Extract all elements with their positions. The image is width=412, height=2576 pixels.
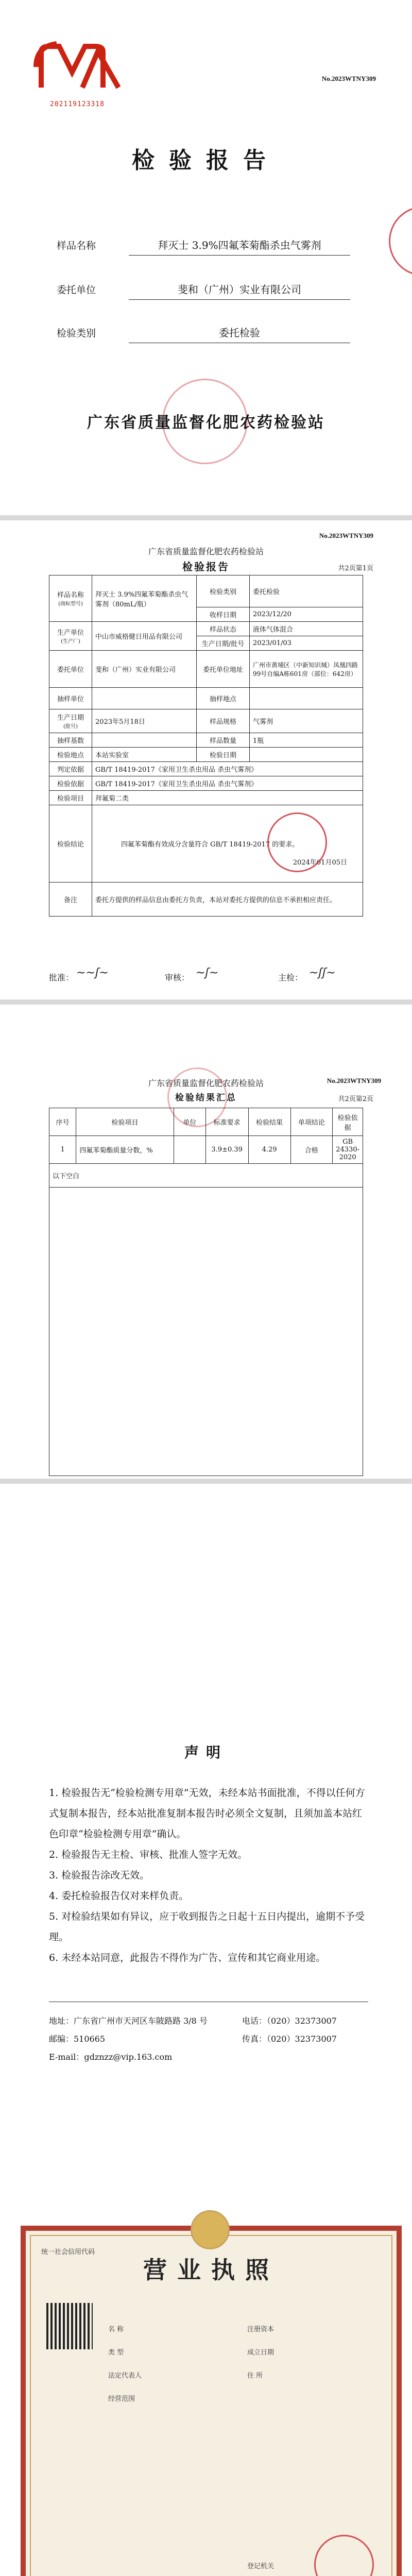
table-row [49, 622, 363, 636]
cma-logo-icon [31, 36, 124, 98]
page-count: 共2页第1页 [338, 565, 373, 572]
phone: 电话：（020）32373007 [242, 2016, 337, 2026]
table-row [49, 1164, 363, 1188]
table-row [49, 1136, 363, 1164]
results-table [49, 1108, 363, 1476]
cma-id: 202119123318 [50, 100, 105, 108]
table-label: 委托单位地址 [197, 651, 250, 688]
table-label: 样品规格 [197, 709, 250, 733]
declaration-page [0, 1484, 412, 2205]
table-value [92, 688, 197, 709]
report-page [0, 520, 412, 999]
license-field: 成立日期 [247, 2349, 274, 2357]
table-row [49, 651, 363, 688]
results-page [0, 1005, 412, 1479]
table-label: 检验项目 [49, 791, 92, 805]
table-cell: 3.9±0.39 [205, 1136, 248, 1164]
email: E-mail：gdznzz@vip.163.com [49, 2052, 173, 2062]
table-value [250, 688, 363, 709]
declaration-item: 3. 检验报告涂改无效。 [49, 1870, 150, 1881]
table-value: 2023年5月18日 [92, 709, 197, 733]
report-title: 检验结果汇总 [175, 1093, 237, 1103]
table-row [49, 733, 363, 748]
table-cell: 1 [49, 1136, 76, 1164]
table-row [49, 1188, 363, 1476]
table-value: 委托方提供的样品信息由委托方负责，本站对委托方提供的信息不承担相应责任。 [92, 883, 363, 917]
table-value: 广州市黄埔区（中新知识城）凤凰四路99号自编A栋601房（部位：642房） [250, 651, 363, 688]
license-field: 名 称 [108, 2326, 124, 2333]
column-header: 检验项目 [76, 1108, 174, 1136]
table-value: 斐和（广州）实业有限公司 [92, 651, 197, 688]
column-header: 序号 [49, 1108, 76, 1136]
test-label: 主检： [278, 973, 303, 982]
report-title: 检验报告 [182, 561, 230, 573]
license-field: 经营范围 [108, 2395, 135, 2403]
page-count: 共2页第2页 [338, 1095, 373, 1103]
table-value: 气雾剂 [250, 709, 363, 733]
table-value: 拜氟菊二类 [92, 791, 363, 805]
field-value: 拜灭士 3.9%四氟苯菊酯杀虫气雾剂 [129, 237, 350, 256]
declaration-item: 5. 对检验结果如有异议，应于收到报告之日起十五日内提出，逾期不予受理。 [49, 1911, 365, 1943]
license-field: 注册资本 [247, 2326, 274, 2333]
declaration-title: 声明 [184, 1744, 228, 1761]
table-cell [49, 1188, 363, 1476]
report-table [49, 575, 363, 917]
page-separator [0, 999, 412, 1005]
table-cell: GB 24330-2020 [333, 1136, 363, 1164]
page-separator [0, 515, 412, 520]
table-value: 拜灭士 3.9%四氟苯菊酯杀虫气雾剂（80mL/瓶） [92, 575, 197, 622]
qr-code-icon [46, 2303, 93, 2349]
column-header: 检验依据 [333, 1108, 363, 1136]
declaration-item: 1. 检验报告无“检验检测专用章”无效，未经本站书面批准，不得以任何方式复制本报告，经本站批准复制本报告时必须全文复制，且须加盖本站红色印章“检验检测专用章”确认。 [49, 1787, 365, 1840]
table-cell: 以下空白 [49, 1164, 363, 1188]
table-value: 中山市威格健日用品有限公司 [92, 622, 197, 651]
table-label: 样品名称 (商标型号) [49, 575, 92, 622]
column-header: 检验结果 [248, 1108, 290, 1136]
table-value [92, 805, 363, 883]
declaration-item: 2. 检验报告无主检、审核、批准人签字无效。 [49, 1849, 248, 1860]
table-row [49, 688, 363, 709]
table-label: 抽样单位 [49, 688, 92, 709]
address: 地址：广东省广州市天河区车陂路路 3/8 号 [49, 2016, 208, 2026]
table-label: 样品数量 [197, 733, 250, 748]
field-label: 检验类别 [57, 328, 96, 339]
signature-icon: ~~ʃ~ [76, 967, 109, 979]
issuing-organization: 广东省质量监督化肥农药检验站 [87, 414, 325, 432]
field-value: 委托检验 [129, 325, 350, 343]
approve-label: 批准： [49, 973, 74, 982]
table-value [250, 748, 363, 762]
declaration-item: 4. 委托检验报告仅对来样负责。 [49, 1890, 189, 1902]
table-label: 收样日期 [197, 607, 250, 622]
signature-icon: ~ʃ~ [196, 967, 219, 979]
license-field: 住 所 [247, 2372, 263, 2380]
national-emblem-icon [191, 2210, 230, 2249]
table-row [49, 762, 363, 776]
report-number: No.2023WTNY309 [319, 532, 373, 539]
table-label: 备注 [49, 883, 92, 917]
table-value: 1瓶 [250, 733, 363, 748]
table-row [49, 709, 363, 733]
signature-icon: ~ʃʃ~ [309, 967, 336, 979]
table-value [92, 733, 197, 748]
table-cell: 4.29 [248, 1136, 290, 1164]
table-value: 液体气体混合 [250, 622, 363, 636]
table-row [49, 748, 363, 762]
table-label: 生产单位 (生产厂) [49, 622, 92, 651]
column-header: 标准要求 [205, 1108, 248, 1136]
table-label: 样品状态 [197, 622, 250, 636]
org-header: 广东省质量监督化肥农药检验站 [148, 1078, 264, 1088]
column-header: 单位 [174, 1108, 205, 1136]
page-separator [0, 1479, 412, 1484]
license-title: 营业执照 [143, 2256, 279, 2284]
table-label: 抽样基数 [49, 733, 92, 748]
field-value: 斐和（广州）实业有限公司 [129, 281, 350, 300]
page-title: 检验报告 [132, 147, 280, 174]
table-row [49, 883, 363, 917]
table-cell: 四氟苯菊酯质量分数，% [76, 1136, 174, 1164]
red-seal-icon [267, 812, 327, 872]
table-row [49, 575, 363, 607]
table-header-row [49, 1108, 363, 1136]
declaration-item: 6. 未经本站同意，此报告不得作为广告、宣传和其它商业用途。 [49, 1952, 326, 1963]
license-field: 法定代表人 [108, 2372, 142, 2380]
table-label: 检验依据 [49, 776, 92, 791]
cover-page [0, 0, 412, 515]
table-value: 2023/12/20 [250, 607, 363, 622]
table-label: 抽样地点 [197, 688, 250, 709]
table-cell: 合格 [290, 1136, 333, 1164]
fax: 传真：（020）32373007 [242, 2034, 337, 2044]
table-label: 判定依据 [49, 762, 92, 776]
table-label: 检验地点 [49, 748, 92, 762]
table-label: 生产日期 (批号) [49, 709, 92, 733]
field-label: 委托单位 [57, 284, 96, 296]
table-cell [174, 1136, 205, 1164]
review-label: 审核： [165, 973, 190, 982]
table-row [49, 791, 363, 805]
table-label: 检验类别 [197, 575, 250, 607]
column-header: 单项结论 [290, 1108, 333, 1136]
registration-authority: 登记机关 [247, 2563, 274, 2570]
conclusion-text: 四氟苯菊酯有效成分含量符合 GB/T 18419-2017 的要求。 [121, 841, 299, 849]
table-row [49, 805, 363, 883]
table-label: 生产日期/批号 [197, 636, 250, 651]
field-label: 样品名称 [57, 240, 96, 251]
conclusion-date: 2024年01月05日 [293, 859, 347, 867]
credit-code-label: 统一社会信用代码 [41, 2248, 95, 2256]
red-seal-icon [389, 206, 412, 276]
report-number: No.2023WTNY309 [327, 1077, 381, 1084]
table-value: 2023/01/03 [250, 636, 363, 651]
report-number: No.2023WTNY309 [321, 75, 376, 82]
postcode: 邮编：510665 [49, 2034, 106, 2044]
table-row [49, 776, 363, 791]
table-value: 委托检验 [250, 575, 363, 607]
table-label: 检验日期 [197, 748, 250, 762]
license-border [30, 2235, 392, 2576]
table-label: 委托单位 [49, 651, 92, 688]
table-label: 检验结论 [49, 805, 92, 883]
business-license [21, 2226, 402, 2576]
table-value: 本站实验室 [92, 748, 197, 762]
org-header: 广东省质量监督化肥农药检验站 [148, 547, 264, 556]
table-value: GB/T 18419-2017《家用卫生杀虫用品 杀虫气雾剂》 [92, 762, 363, 776]
license-field: 类 型 [108, 2349, 124, 2357]
table-value: GB/T 18419-2017《家用卫生杀虫用品 杀虫气雾剂》 [92, 776, 363, 791]
